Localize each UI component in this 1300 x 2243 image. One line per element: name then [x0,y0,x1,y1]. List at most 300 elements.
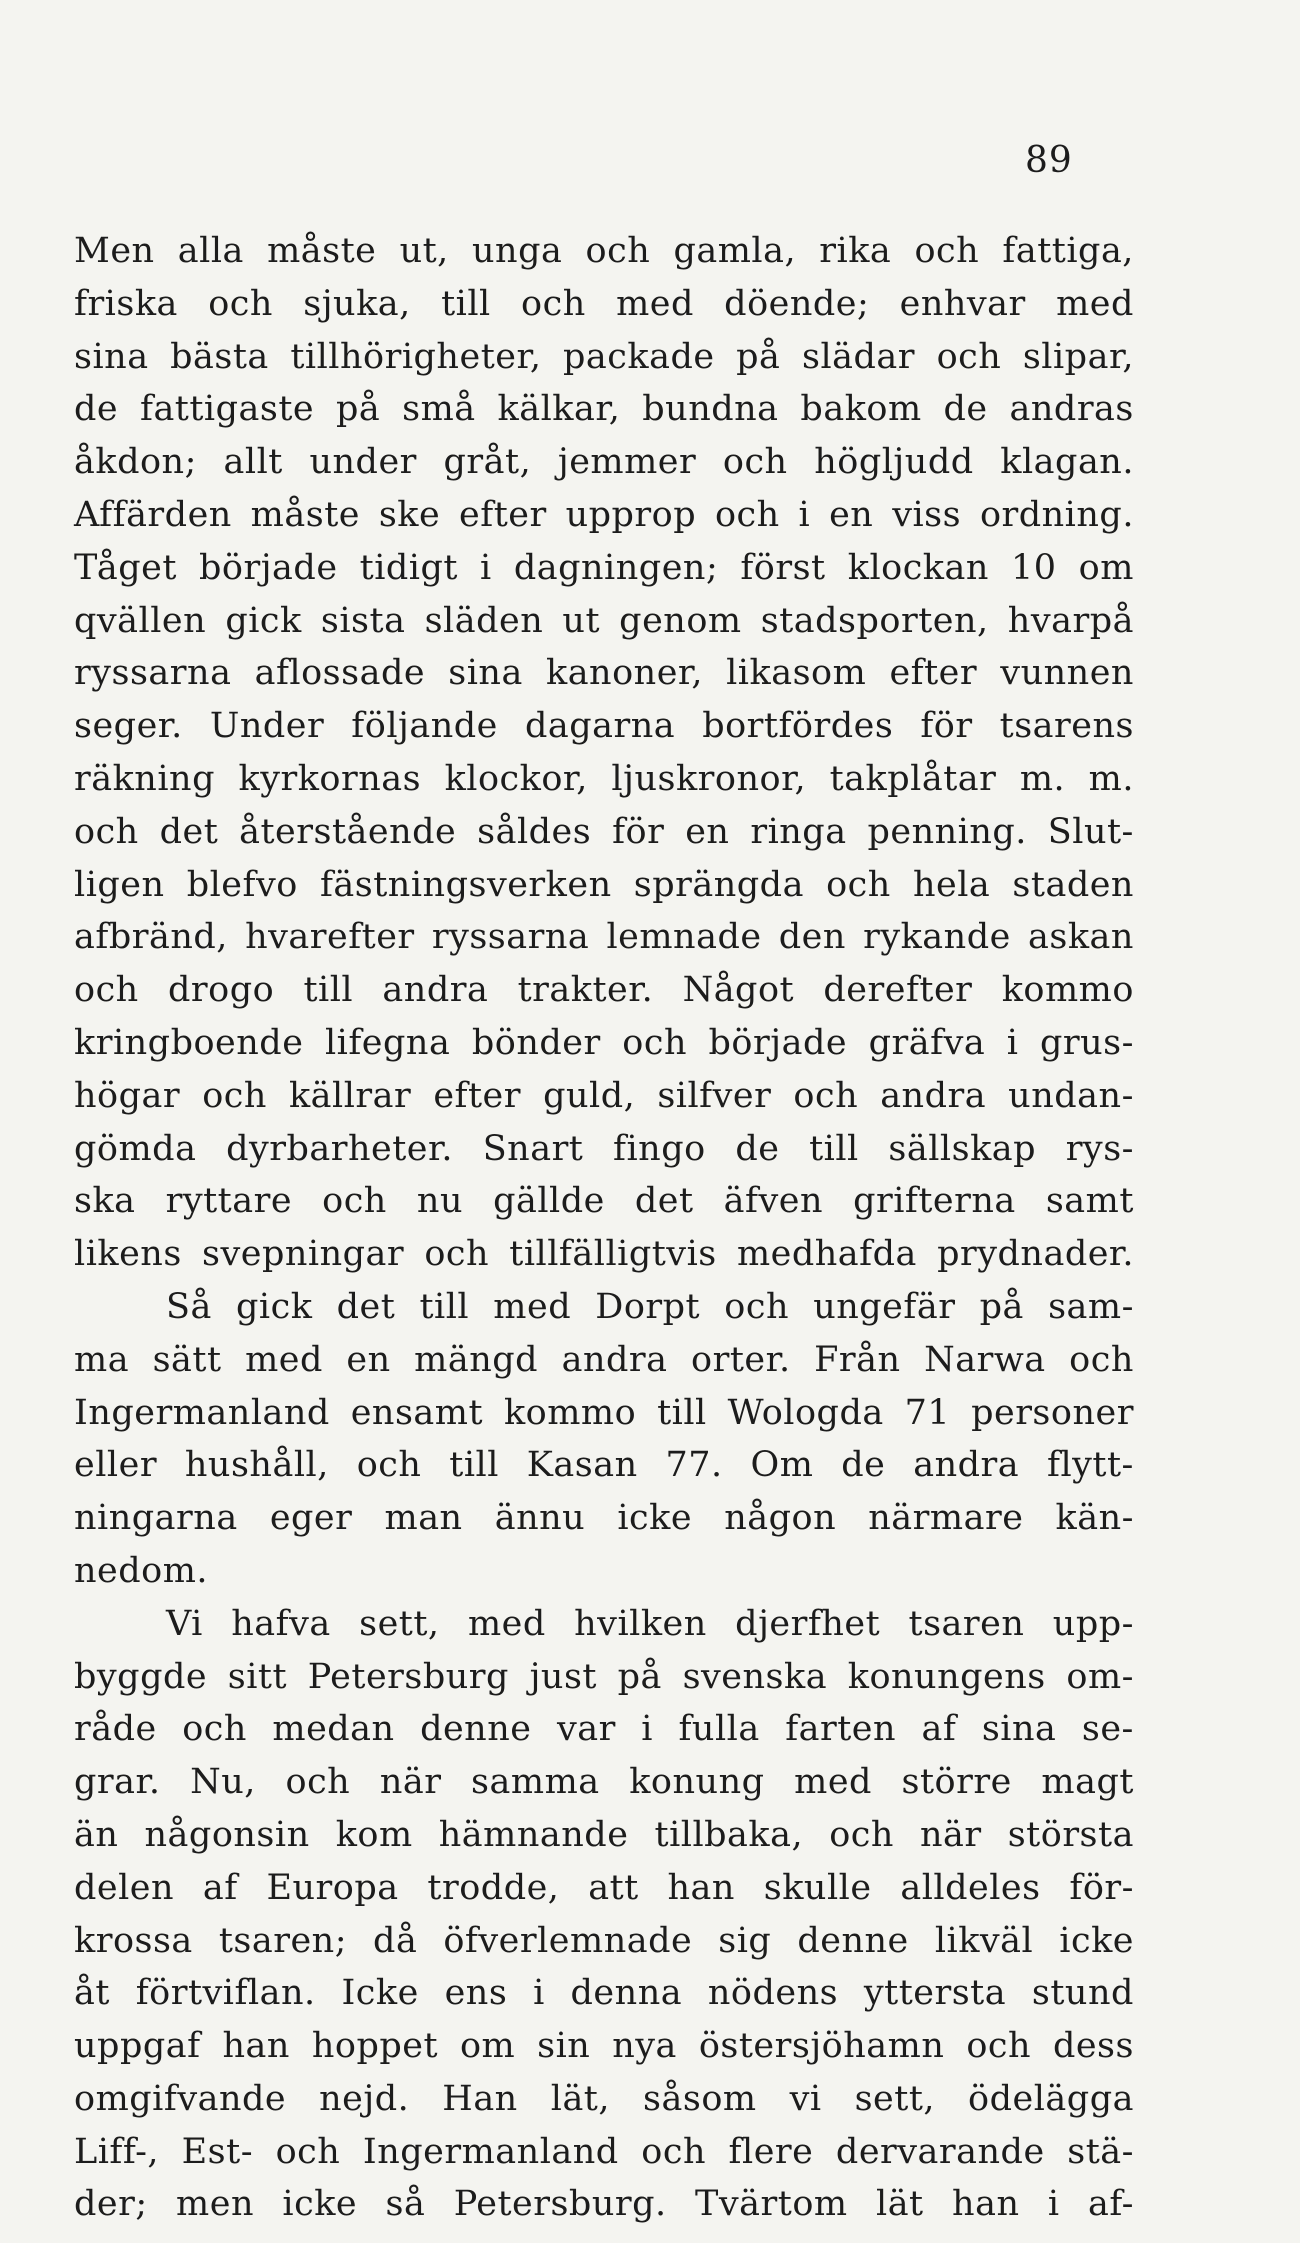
word: Slut- [1047,811,1134,852]
text-line [74,1439,1134,1492]
word: de [735,1128,780,1169]
word: fattigaste [139,389,315,430]
word: Nu, [190,1762,256,1803]
word: Petersburg [307,1656,509,1697]
word: närmare [868,1498,1024,1539]
word: icke [282,2184,358,2225]
word: hoppet [311,2026,439,2067]
word: andras [1009,389,1134,430]
word: en [346,1339,391,1380]
word: hela [912,864,991,905]
text-line [74,595,1134,648]
word: såsom [643,2078,757,2119]
word: såldes [477,811,592,852]
word: och [322,1181,387,1222]
word: dagningen; [513,547,719,588]
word: Kasan [526,1445,638,1486]
word: med [493,1286,572,1327]
word: sin [537,2026,591,2067]
word: Om [750,1445,814,1486]
word: på [979,1286,1024,1327]
word: nödens [707,1973,839,2014]
word: råde [74,1709,157,1750]
word: och [914,231,980,271]
word: andra [382,970,489,1011]
word: aflossade [254,653,426,694]
word: hafva [231,1603,331,1644]
word: andra [913,1445,1020,1486]
word: och [793,1075,859,1116]
word: det [634,1181,694,1222]
word: packade [563,336,715,377]
word: mängd [414,1339,539,1380]
word: lifegna [324,1022,451,1063]
word: och [356,1445,422,1486]
word: tidigt [359,547,458,588]
word: och [74,970,139,1011]
word: Under [209,706,325,747]
text-line [74,1862,1134,1915]
word: hvarpå [1007,600,1134,641]
word: andra [880,1075,987,1116]
word: kän- [1055,1498,1134,1539]
word: för- [1069,1867,1134,1908]
word: gick [236,1286,313,1327]
word: gick [225,600,302,641]
word: uppgaf [74,2026,201,2067]
word: efter [459,494,547,535]
word: ringa [750,811,847,852]
word: medan [272,1709,395,1750]
word: och [724,1286,790,1327]
word: sitt [227,1656,288,1697]
word: medhafda [736,1234,917,1275]
word: trakter. [517,970,654,1011]
word: om- [1066,1656,1134,1697]
word: ryttare [165,1181,293,1222]
word: omgifvande [74,2078,287,2119]
word: ligen [74,864,165,905]
word: någonsin [144,1814,310,1855]
word: ordning. [979,494,1134,535]
word: på [336,389,381,430]
word: Affärden [74,494,232,535]
word: åkdon; [74,442,197,483]
word: sig [718,1920,772,1961]
word: bästa [170,336,269,377]
word: blefvo [186,864,298,905]
word: ut [562,600,601,641]
word: svepningar [202,1234,405,1275]
text-line [74,383,1134,436]
word: tsarens [999,706,1134,747]
word: viss [892,494,962,535]
word: och [714,494,780,535]
word: den [778,917,846,958]
word: m. [1019,758,1066,799]
word: konung [629,1762,765,1803]
word: ska [74,1181,136,1222]
word: magt [1041,1762,1134,1803]
word: stund [1031,1973,1134,2014]
word: denne [420,1709,532,1750]
word: yttersta [863,1973,1007,2014]
word: tsaren; [218,1920,348,1961]
text-line [74,1598,1134,1651]
word: efter [433,1075,522,1116]
text-line [74,964,1134,1017]
word: derefter [823,970,973,1011]
word: grus- [1039,1022,1134,1063]
word: allt [223,442,283,483]
text-line [74,2126,1134,2179]
word: till [441,283,491,324]
word: sista [320,600,406,641]
word: lät, [550,2078,611,2119]
word: och [829,1814,894,1855]
word: och [722,442,788,483]
word: nedom. [74,1550,209,1591]
word: sällskap [888,1128,1037,1169]
word: ens [444,1973,508,2014]
word: ljuskronor, [611,758,807,799]
word: Dorpt [595,1286,701,1327]
word: flere [728,2131,814,2172]
word: och [74,811,139,852]
word: Från [814,1339,901,1380]
word: Snart [482,1128,584,1169]
word: sett, [854,2078,936,2119]
word: dagarna [524,706,676,747]
word: nya [612,2026,677,2067]
word: att [588,1867,639,1908]
word: ödelägga [968,2078,1134,2119]
text-line [74,2073,1134,2126]
word: Tvärtom [695,2184,848,2225]
word: ännu [494,1498,586,1539]
word: hushåll, [184,1445,329,1486]
word: seger. [74,706,183,747]
word: ensamt [350,1392,484,1433]
word: fästningsverken [319,864,612,905]
word: kringboende [74,1022,304,1063]
word: farten [785,1709,897,1750]
text-line [74,1175,1134,1228]
word: och [424,1234,490,1275]
word: askan [1028,917,1134,958]
word: när [920,1814,982,1855]
word: ut, [399,231,449,271]
word: gömda [74,1128,197,1169]
text-line [74,436,1134,489]
word: till [303,970,354,1011]
word: började [708,1022,848,1063]
word: en [829,494,874,535]
word: ske [378,494,441,535]
word: till [419,1286,470,1327]
word: unga [472,231,563,271]
text-line [74,1915,1134,1968]
word: måste [250,494,360,535]
word: han [952,2184,1020,2225]
word: östersjöhamn [698,2026,945,2067]
word: hvarefter [245,917,415,958]
word: eger [269,1498,353,1539]
word: då [373,1920,418,1961]
word: tsaren [908,1603,1025,1644]
word: staden [1012,864,1134,905]
word: större [901,1762,1012,1803]
word: fattiga, [1002,231,1134,271]
word: icke [1059,1920,1134,1961]
word: djerfhet [735,1603,881,1644]
word: efter [889,653,978,694]
word: det [159,811,219,852]
text-line [74,278,1134,331]
word: kommo [503,1392,637,1433]
word: klagan. [1000,442,1134,483]
word: sina [74,336,149,377]
word: källrar [288,1075,412,1116]
word: han [222,2026,290,2067]
word: lemnade [606,917,762,958]
word: Icke [341,1973,419,2014]
word: sjuka, [303,283,411,324]
word: ningarna [74,1498,238,1539]
word: gräfva [868,1022,986,1063]
word: och [521,283,586,324]
word: Så [166,1286,212,1327]
page-number: 89 [1025,140,1073,181]
word: silfver [657,1075,772,1116]
word: likväl [934,1920,1034,1961]
text-line [74,1281,1134,1334]
word: likens [74,1234,182,1275]
word: stä- [1067,2131,1134,2172]
word: just [529,1656,597,1697]
word: sprängda [633,864,804,905]
word: Ingermanland [362,2131,619,2172]
word: skulle [763,1867,872,1908]
word: Han [442,2078,518,2119]
word: i [798,494,811,535]
word: rika [819,231,892,271]
word: följande [351,706,498,747]
word: i [1006,1022,1019,1063]
word: högljudd [814,442,974,483]
word: och [1069,1339,1134,1380]
word: och [585,231,651,271]
word: Ingermanland [74,1392,330,1433]
word: jemmer [557,442,697,483]
word: trodde, [427,1867,560,1908]
word: krossa [74,1920,193,1961]
word: Vi [166,1603,203,1644]
text-line [74,1070,1134,1123]
word: klockan [847,547,989,588]
word: på [736,336,781,377]
word: 10 [1011,547,1057,588]
word: samt [1045,1181,1134,1222]
word: ryssarna [74,653,232,694]
word: Liff-, [74,2131,160,2172]
word: se- [1081,1709,1134,1750]
word: Något [682,970,795,1011]
word: guld, [543,1075,636,1116]
word: grar. [74,1762,161,1803]
word: man [384,1498,463,1539]
word: prydnader. [937,1234,1134,1275]
word: släden [424,600,544,641]
word: till [449,1445,499,1486]
word: delen [74,1867,175,1908]
text-line [74,1967,1134,2020]
word: enhvar [899,283,1026,324]
word: konungens [847,1656,1046,1697]
word: till [657,1392,707,1433]
word: drogo [168,970,275,1011]
word: men [176,2184,254,2225]
word: det [336,1286,396,1327]
word: de [841,1445,886,1486]
word: bakom [800,389,922,430]
word: svenska [682,1656,828,1697]
word: tillbaka, [654,1814,804,1855]
word: ungefär [813,1286,956,1327]
word: med [245,1339,323,1380]
word: måste [267,231,377,271]
word: än [74,1814,119,1855]
word: friska [74,283,178,324]
word: grifterna [853,1181,1016,1222]
word: Europa [266,1867,399,1908]
word: vunnen [1000,653,1134,694]
word: om [459,2026,516,2067]
word: bortfördes [702,706,894,747]
word: i [641,1709,653,1750]
word: för [920,706,973,747]
word: alla [177,231,244,271]
word: var [556,1709,616,1750]
word: gällde [493,1181,605,1222]
word: i [1047,2184,1060,2225]
body-text [74,225,1134,2231]
word: upprop [565,494,697,535]
word: någon [724,1498,837,1539]
word: Est- [181,2131,254,2172]
word: rykande [863,917,1011,958]
text-line [74,1756,1134,1809]
text-line [74,1228,1134,1281]
word: denne [797,1920,909,1961]
word: nejd. [319,2078,410,2119]
word: och [622,1022,687,1063]
text-line [74,859,1134,912]
word: Men [74,231,155,271]
word: de [74,389,119,430]
word: när [379,1762,442,1803]
word: tillhörigheter, [290,336,542,377]
word: sina [981,1709,1057,1750]
word: likasom [726,653,867,694]
word: och [826,864,891,905]
word: sätt [152,1339,222,1380]
word: genom [619,600,742,641]
word: kom [335,1814,413,1855]
word: klockor, [444,758,588,799]
word: denna [570,1973,683,2014]
word: Wologda [727,1392,884,1433]
word: sett, [359,1603,440,1644]
word: för [612,811,665,852]
word: byggde [74,1656,208,1697]
word: slädar [801,336,916,377]
text-line [74,1017,1134,1070]
word: återstående [239,811,457,852]
word: nu [416,1181,463,1222]
word: personer [971,1392,1134,1433]
word: med [616,283,694,324]
word: samma [471,1762,600,1803]
word: gamla, [673,231,797,271]
text-line [74,1651,1134,1704]
word: först [740,547,826,588]
word: qvällen [74,600,207,641]
word: flytt- [1046,1445,1134,1486]
word: och [641,2131,706,2172]
text-line [74,489,1134,542]
word: åt [74,1973,110,2014]
word: m. [1088,758,1134,799]
text-line [74,1123,1134,1176]
word: upp- [1052,1603,1134,1644]
word: fingo [613,1128,706,1169]
word: andra [561,1339,668,1380]
word: räkning [74,758,215,799]
text-line [74,1545,1134,1598]
word: på [617,1656,662,1697]
word: små [402,389,476,430]
word: orter. [691,1339,791,1380]
word: alldeles [900,1867,1041,1908]
word: med [794,1762,872,1803]
word: lät [876,2184,924,2225]
text-line [74,700,1134,753]
word: han [667,1867,735,1908]
word: af- [1088,2184,1134,2225]
word: dyrbarheter. [226,1128,454,1169]
word: och [966,2026,1032,2067]
word: eller [74,1445,158,1486]
word: ryssarna [431,917,590,958]
word: takplåtar [829,758,997,799]
text-line [74,1809,1134,1862]
word: under [309,442,417,483]
word: sina [448,653,523,694]
word: ma [74,1339,130,1380]
word: bundna [642,389,779,430]
text-line [74,1703,1134,1756]
word: och [285,1762,351,1803]
word: tillfälligtvis [509,1234,717,1275]
word: rys- [1065,1128,1134,1169]
word: af [202,1867,238,1908]
word: i [533,1973,545,2014]
text-line [74,331,1134,384]
text-line [74,753,1134,806]
word: döende; [724,283,870,324]
word: öfverlemnade [443,1920,693,1961]
